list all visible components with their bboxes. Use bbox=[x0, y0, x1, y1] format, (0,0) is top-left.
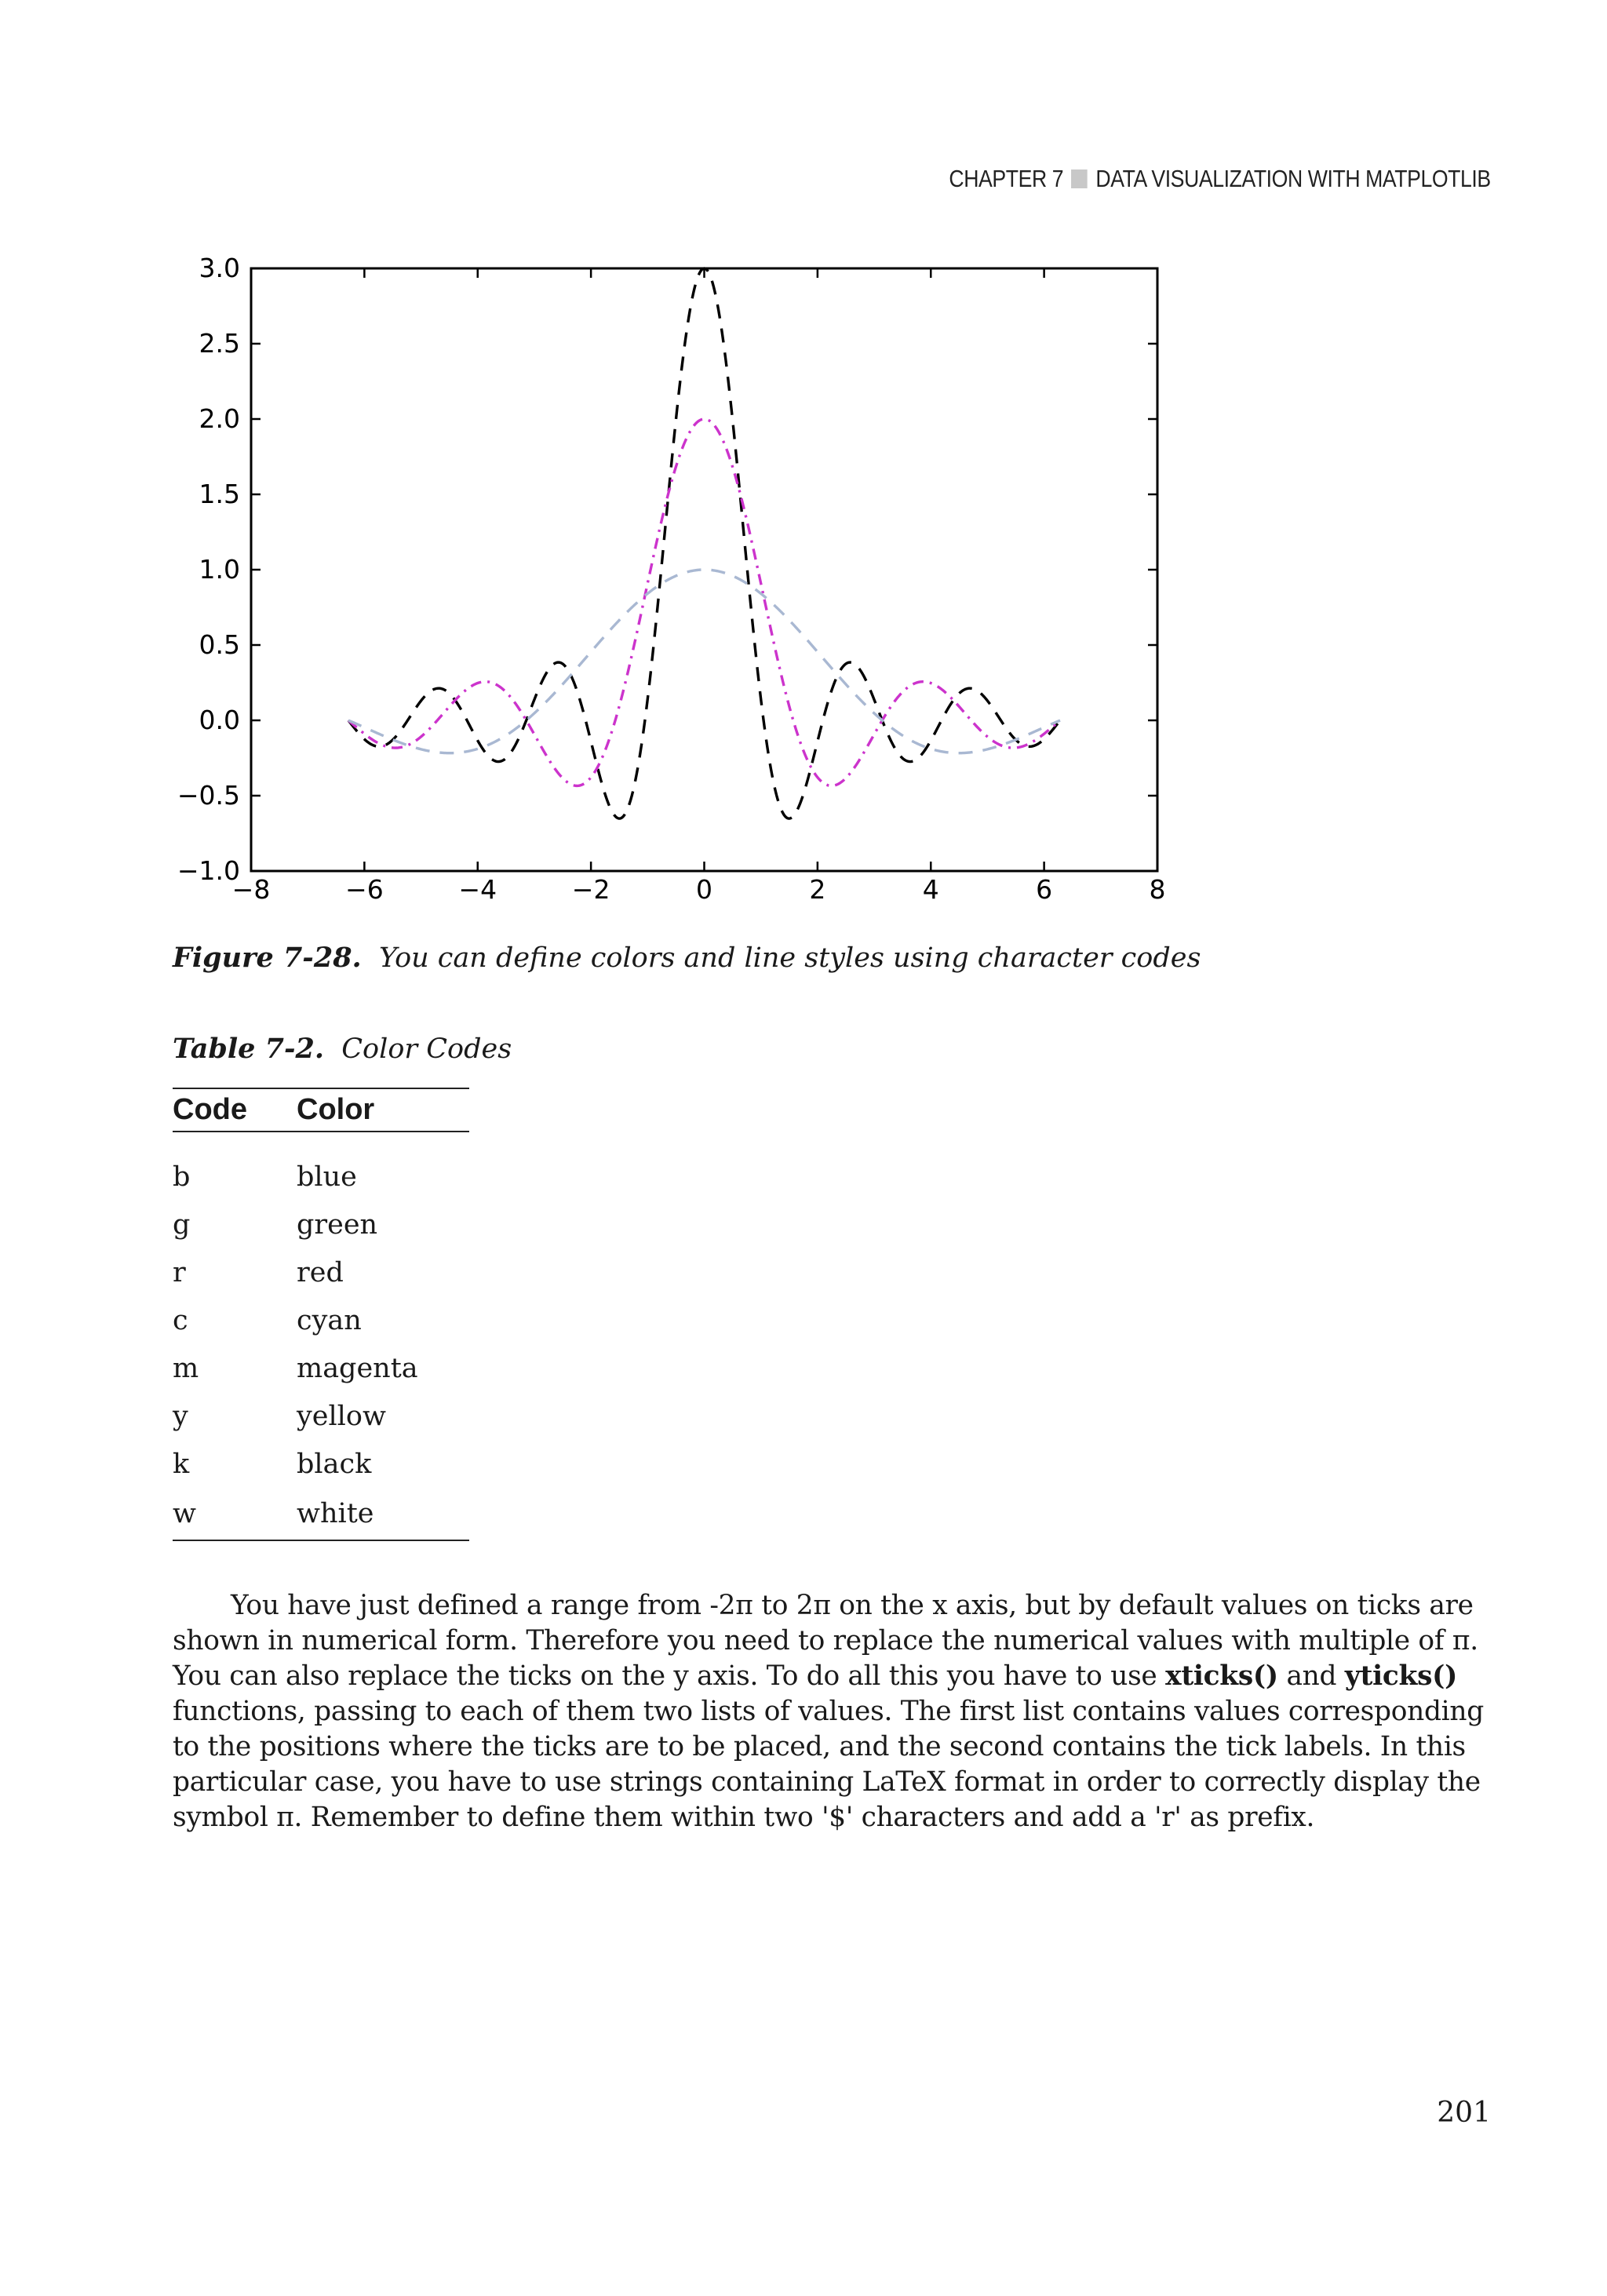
running-head bbox=[949, 165, 1491, 193]
x-tick-label: −8 bbox=[231, 874, 271, 905]
column-header-color: Color bbox=[297, 1088, 469, 1132]
table-row bbox=[173, 1132, 469, 1201]
table-row bbox=[173, 1296, 469, 1344]
x-tick-label: 4 bbox=[922, 874, 939, 905]
y-tick-label: 1.0 bbox=[199, 554, 240, 585]
x-tick-label: −6 bbox=[345, 874, 384, 905]
color-codes-table bbox=[173, 1088, 469, 1541]
table-row bbox=[173, 1201, 469, 1248]
figure-label: Figure 7-28. bbox=[173, 942, 362, 974]
y-tick-label: 1.5 bbox=[199, 479, 240, 509]
body-text-part-1: You have just defined a range from -2π to 2π on the x axis, but by default values on ticks are shown in numerical form. Therefore you need to replace the numerical values with multiple of π. You can also replace the ticks on the y axis. To do all this you have to use bbox=[173, 1590, 1478, 1692]
table-row bbox=[173, 1248, 469, 1296]
x-tick-label: 8 bbox=[1149, 874, 1166, 905]
table-caption bbox=[173, 1033, 512, 1065]
code-yticks: yticks() bbox=[1344, 1660, 1458, 1692]
separator-square-icon bbox=[1072, 169, 1088, 188]
x-tick-label: −2 bbox=[571, 874, 610, 905]
column-header-code: Code bbox=[173, 1088, 297, 1132]
table-row bbox=[173, 1440, 469, 1488]
body-text-part-2: and bbox=[1277, 1660, 1345, 1692]
code-xticks: xticks() bbox=[1165, 1660, 1278, 1692]
code-cell: r bbox=[173, 1256, 186, 1288]
page-number: 201 bbox=[1437, 2097, 1491, 2129]
code-cell: m bbox=[173, 1352, 199, 1384]
x-tick-label: 2 bbox=[809, 874, 826, 905]
table-header-row bbox=[173, 1088, 469, 1132]
y-tick-label: 2.5 bbox=[199, 328, 240, 359]
color-cell: white bbox=[297, 1488, 469, 1540]
color-cell: black bbox=[297, 1448, 372, 1480]
figure-background bbox=[174, 243, 1179, 918]
table-row bbox=[173, 1344, 469, 1392]
figure-caption-text: You can define colors and line styles using character codes bbox=[379, 942, 1201, 974]
table-label: Table 7-2. bbox=[173, 1033, 325, 1065]
y-tick-label: 3.0 bbox=[199, 253, 240, 283]
color-cell: cyan bbox=[297, 1304, 362, 1336]
figure bbox=[174, 243, 1179, 918]
body-text-part-3: functions, passing to each of them two lists of values. The first list contains values corresponding to the positions where the ticks are to be placed, and the second contains the tick labels. In this particular case, you have to use strings containing LaTeX format in order to correctly display the symbol π. Remember to define them within two '$' characters and add a 'r' as prefix. bbox=[173, 1696, 1484, 1833]
code-cell: y bbox=[173, 1400, 188, 1432]
color-cell: blue bbox=[297, 1161, 357, 1193]
color-cell: green bbox=[297, 1208, 378, 1241]
code-cell: b bbox=[173, 1161, 191, 1193]
x-tick-label: 6 bbox=[1036, 874, 1053, 905]
y-tick-label: 0.5 bbox=[199, 629, 240, 660]
x-tick-label: −4 bbox=[458, 874, 497, 905]
x-tick-label: 0 bbox=[696, 874, 712, 905]
y-tick-label: −1.0 bbox=[177, 855, 240, 886]
chapter-title: DATA VISUALIZATION WITH MATPLOTLIB bbox=[1095, 165, 1491, 192]
code-cell: c bbox=[173, 1304, 188, 1336]
code-cell: g bbox=[173, 1208, 191, 1241]
chart bbox=[174, 243, 1179, 918]
color-cell: red bbox=[297, 1256, 344, 1288]
table-row bbox=[173, 1488, 469, 1540]
chapter-label: CHAPTER 7 bbox=[949, 165, 1064, 192]
color-cell: yellow bbox=[297, 1400, 386, 1432]
y-tick-label: −0.5 bbox=[177, 780, 240, 811]
table-row bbox=[173, 1392, 469, 1440]
y-tick-label: 0.0 bbox=[199, 705, 240, 735]
color-cell: magenta bbox=[297, 1352, 418, 1384]
y-tick-label: 2.0 bbox=[199, 403, 240, 434]
code-cell: k bbox=[173, 1448, 190, 1480]
code-cell: w bbox=[173, 1488, 297, 1540]
body-paragraph bbox=[173, 1588, 1491, 1835]
table-caption-text: Color Codes bbox=[341, 1033, 512, 1065]
figure-caption bbox=[173, 942, 1201, 974]
